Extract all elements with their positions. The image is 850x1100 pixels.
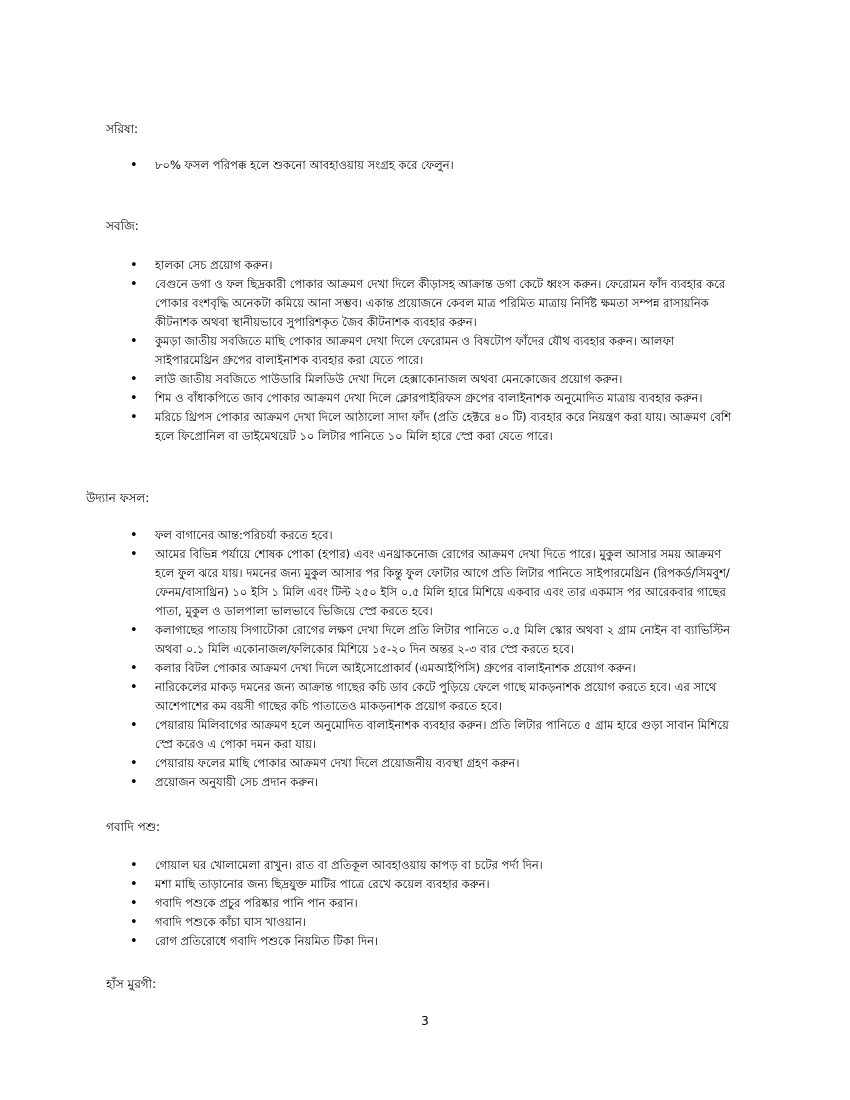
bullet-icon: • xyxy=(130,334,138,349)
list-item: • রোগ প্রতিরোধে গবাদি পশুকে নিয়মিত টিকা দিন। xyxy=(130,934,379,949)
bullet-icon: • xyxy=(130,623,138,638)
bullet-icon: • xyxy=(130,528,138,543)
list-item: • প্রয়োজন অনুযায়ী সেচ প্রদান করুন। xyxy=(130,775,319,790)
list-mustard xyxy=(130,156,740,175)
bullet-icon: • xyxy=(130,775,138,790)
list-horticulture xyxy=(130,526,740,792)
list-item: • ফল বাগানের আন্ত:পরিচর্যা করতে হবে। xyxy=(130,528,333,543)
list-livestock xyxy=(130,856,740,951)
bullet-icon: • xyxy=(130,915,138,930)
list-item: • কুমড়া জাতীয় সবজিতে মাছি পোকার আক্রমণ দেখা দিলে ফেরোমন ও বিষটোপ ফাঁদের যৌথ ব্যবহার করুন। আলফা সাইপারমেথ্রিন গ্রুপের বালাইনাশক ব্যবহার করা যেতে পারে। xyxy=(130,334,675,367)
bullet-icon: • xyxy=(130,277,138,292)
list-item: • লাউ জাতীয় সবজিতে পাউডারি মিলডিউ দেখা দিলে হেক্সাকোনাজল অথবা মেনকোজেব প্রয়োগ করুন। xyxy=(130,372,623,387)
list-item: • নারিকেলের মাকড় দমনের জন্য আক্রান্ত গাছের কচি ডাব কেটে পুড়িয়ে ফেলে গাছে মাকড়নাশক প্রয়োগ করতে হবে। এর সাথে আশেপাশের কম বয়সী গাছের কচি পাতাতেও মাকড়নাশক প্রয়োগ করতে হবে। xyxy=(130,680,717,713)
list-item: • মরিচে থ্রিপস পোকার আক্রমণ দেখা দিলে আঠালো সাদা ফাঁদ (প্রতি হেক্টরে ৪০ টি) ব্যবহার করে নিয়ন্ত্রণ করা যায়। আক্রমণ বেশি হলে ফিপ্রোনিল বা ডাইমেথয়েট ১০ লিটার পানিতে ১০ মিলি হারে স্প্রে করা যেতে পারে। xyxy=(130,410,732,443)
list-item: • কলার বিটল পোকার আক্রমণ দেখা দিলে আইসোপ্রোকার্ব (এমআইপিসি) গ্রুপের বালাইনাশক প্রয়োগ করুন। xyxy=(130,661,636,676)
bullet-icon: • xyxy=(130,858,138,873)
section-heading-vegetables: সবজি: xyxy=(106,219,139,233)
bullet-icon: • xyxy=(130,391,138,406)
bullet-icon: • xyxy=(130,410,138,425)
list-item: • হালকা সেচ প্রয়োগ করুন। xyxy=(130,258,273,273)
section-heading-horticulture: উদ্যান ফসল: xyxy=(86,491,150,505)
bullet-icon: • xyxy=(130,718,138,733)
section-heading-mustard: সরিষা: xyxy=(106,122,139,136)
bullet-icon: • xyxy=(130,661,138,676)
bullet-icon: • xyxy=(130,372,138,387)
bullet-icon: • xyxy=(130,877,138,892)
list-item: • পেয়ারায় মিলিবাগের আক্রমণ হলে অনুমোদিত বালাইনাশক ব্যবহার করুন। প্রতি লিটার পানিতে ৫ গ্রাম হারে গুড়া সাবান মিশিয়ে স্প্রে করেও এ পোকা দমন করা যায়। xyxy=(130,718,729,751)
bullet-icon: • xyxy=(130,547,138,562)
list-item: • গবাদি পশুকে প্রচুর পরিষ্কার পানি পান করান। xyxy=(130,896,358,911)
bullet-icon: • xyxy=(130,934,138,949)
list-item: • গোয়াল ঘর খোলামেলা রাখুন। রাত বা প্রতিকূল আবহাওয়ায় কাপড় বা চটের পর্দা দিন। xyxy=(130,858,543,873)
section-heading-poultry: হাঁস মুরগী: xyxy=(106,977,157,991)
list-item: • ৮০% ফসল পরিপক্ক হলে শুকনো আবহাওয়ায় সংগ্রহ করে ফেলুন। xyxy=(130,158,454,173)
bullet-icon: • xyxy=(130,258,138,273)
bullet-icon: • xyxy=(130,158,138,173)
page-number: 3 xyxy=(421,1014,429,1028)
list-item: • বেগুনে ডগা ও ফল ছিদ্রকারী পোকার আক্রমণ দেখা দিলে কীড়াসহ আক্রান্ত ডগা কেটে ধ্বংস করুন। ফেরোমন ফাঁদ ব্যবহার করে পোকার বংশবৃদ্ধি অনেকটা কমিয়ে আনা সম্ভব। একান্ত প্রয়োজনে কেবল মাত্র পরিমিত মাত্রায় নির্দিষ্ট ক্ষমতা সম্পন্ন রাসায়নিক কীটনাশক অথবা স্থানীয়ভাবে সুপারিশকৃত জৈব কীটনাশক ব্যবহার করুন। xyxy=(130,277,726,329)
bullet-icon: • xyxy=(130,756,138,771)
list-item: • কলাগাছের পাতায় সিগাটোকা রোগের লক্ষণ দেখা দিলে প্রতি লিটার পানিতে ০.৫ মিলি স্কোর অথবা ২ গ্রাম নোইন বা ব্যাভিস্টিন অথবা ০.১ মিলি একোনাজল/ফলিকোর মিশিয়ে ১৫-২০ দিন অন্তর ২-৩ বার স্প্রে করতে হবে। xyxy=(130,623,731,656)
bullet-icon: • xyxy=(130,680,138,695)
list-item: • আমের বিভিন্ন পর্যায়ে শোষক পোকা (হপার) এবং এনথ্রাকনোজ রোগের আক্রমণ দেখা দিতে পারে। মুকুল আসার সময় আক্রমণ হলে ফুল ঝরে যায়। দমনের জন্য মুকুল আসার পর কিন্তু ফুল ফোটার আগে প্রতি লিটার পানিতে সাইপারমেথ্রিন (রিপকর্ড/সিমবুশ/ফেনম/বাসাথ্রিন) ১০ ইসি ১ মিলি এবং টিল্ট ২৫০ ইসি ০.৫ মিলি হারে মিশিয়ে একবার এবং তার একমাস পর আরেকবার গাছের পাতা, মুকুল ও ডালপালা ভালভাবে ভিজিয়ে স্প্রে করতে হবে। xyxy=(130,547,730,618)
bullet-icon: • xyxy=(130,896,138,911)
list-item: • মশা মাছি তাড়ানোর জন্য ছিদ্রযুক্ত মাটির পাত্রে রেখে কয়েল ব্যবহার করুন। xyxy=(130,877,490,892)
list-item: • পেয়ারায় ফলের মাছি পোকার আক্রমণ দেখা দিলে প্রয়োজনীয় ব্যবস্থা গ্রহণ করুন। xyxy=(130,756,520,771)
list-vegetables xyxy=(130,256,740,446)
section-heading-livestock: গবাদি পশু: xyxy=(106,820,161,834)
list-item: • শিম ও বাঁধাকপিতে জাব পোকার আক্রমণ দেখা দিলে ক্লোরপাইরিফস গ্রুপের বালাইনাশক অনুমোদিত মাত্রায় ব্যবহার করুন। xyxy=(130,391,703,406)
list-item: • গবাদি পশুকে কাঁচা ঘাস খাওয়ান। xyxy=(130,915,306,930)
